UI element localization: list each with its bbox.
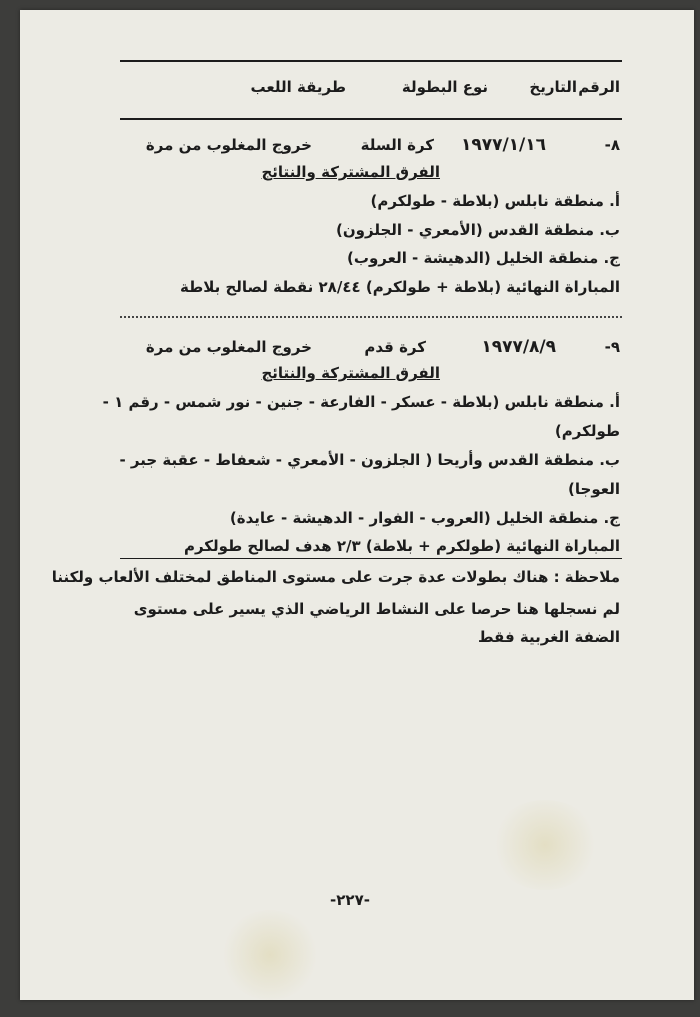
paper-stain [220,910,320,1000]
dotted-separator [120,316,622,318]
final-result: المباراة النهائية (طولكرم + بلاطة) ٢/٣ هدف لصالح طولكرم [183,537,620,555]
entry-date: ١٩٧٧/١/١٦ [460,135,546,155]
team-line: ج. منطقة الخليل (الدهيشة - العروب) [347,249,620,267]
header-type: نوع البطولة [401,78,488,96]
entry-method: خروج المغلوب من مرة [145,136,312,154]
paper-stain [490,800,600,890]
team-line: ب. منطقة القدس وأريحا ( الجلزون - الأمعري - شعفاط - عقبة جبر - [119,451,620,469]
team-line: ب. منطقة القدس (الأمعري - الجلزون) [336,221,620,239]
entry-method: خروج المغلوب من مرة [145,338,312,356]
entry-number: -٩ [604,338,620,356]
note-rule [120,558,622,559]
header-number: الرقم [578,78,620,96]
team-line: أ. منطقة نابلس (بلاطة - عسكر - الفارعة - جنين - نور شمس - رقم ١ - [102,393,620,411]
page-number: -٢٢٧- [330,891,370,909]
team-line: ج. منطقة الخليل (العروب - الفوار - الدهيشة - عايدة) [229,509,620,527]
document-page [20,10,694,1000]
entry-sport: كرة السلة [360,136,434,154]
header-bottom-rule [120,118,622,120]
header-method: طريقة اللعب [250,78,346,96]
team-line: طولكرم) [554,422,620,440]
entry-subtitle: الفرق المشتركة والنتائج [261,364,440,382]
note-line: الضفة الغربية فقط [478,628,620,646]
entry-date: ١٩٧٧/٨/٩ [481,337,556,357]
entry-sport: كرة قدم [364,338,426,356]
team-line: العوجا) [568,480,620,498]
entry-number: -٨ [604,136,620,154]
final-result: المباراة النهائية (بلاطة + طولكرم) ٢٨/٤٤ نقطة لصالح بلاطة [179,278,620,296]
header-date: التاريخ [529,78,577,96]
team-line: أ. منطقة نابلس (بلاطة - طولكرم) [370,192,620,210]
header-top-rule [120,60,622,62]
note-line: ملاحظة : هناك بطولات عدة جرت على مستوى المناطق لمختلف الألعاب ولكننا [51,568,620,586]
note-line: لم نسجلها هنا حرصا على النشاط الرياضي الذي يسير على مستوى [133,600,620,618]
entry-subtitle: الفرق المشتركة والنتائج [261,163,440,181]
